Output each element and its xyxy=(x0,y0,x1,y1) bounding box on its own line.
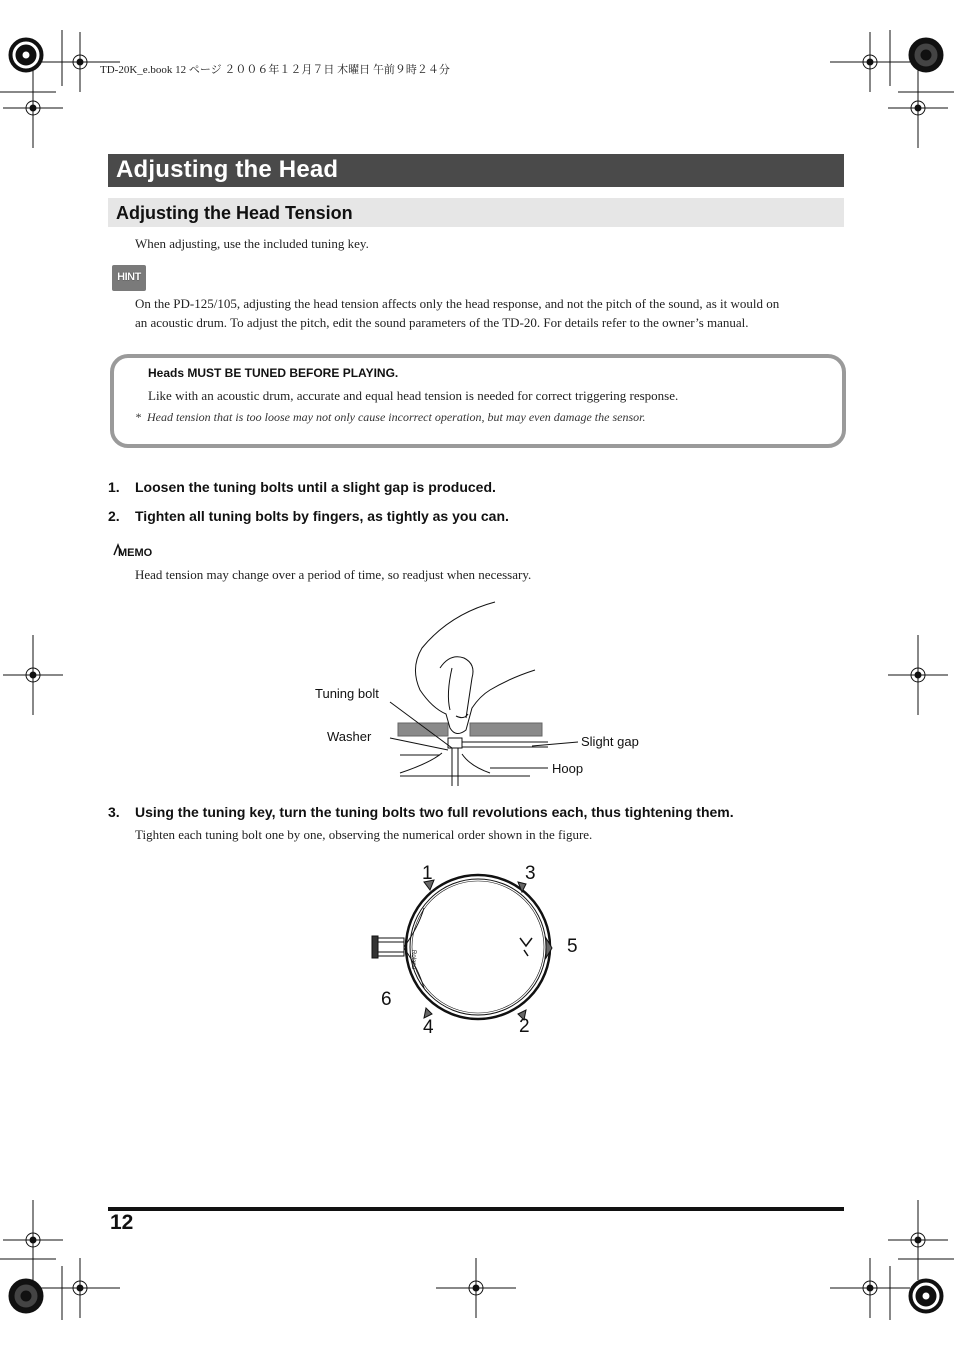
intro-text: When adjusting, use the included tuning key. xyxy=(135,236,369,251)
order-label-5: 5 xyxy=(567,936,578,957)
memo-text: Head tension may change over a period of time, so readjust when necessary. xyxy=(135,567,532,582)
order-label-1: 1 xyxy=(422,863,433,884)
memo-icon xyxy=(110,541,158,561)
warning-title: Heads MUST BE TUNED BEFORE PLAYING. xyxy=(148,366,399,380)
note-text: Head tension that is too loose may not only cause incorrect operation, but may even damage the sensor. xyxy=(147,410,646,424)
order-label-6: 6 xyxy=(381,989,392,1010)
pad-brand-logo: Roland xyxy=(410,950,416,970)
step-3-note: Tighten each tuning bolt one by one, observing the numerical order shown in the figure. xyxy=(135,827,593,842)
step-3-text: Using the tuning key, turn the tuning bolts two full revolutions each, thus tightening them. xyxy=(135,804,734,820)
note-marker: * xyxy=(135,410,141,424)
footer-rule xyxy=(108,1207,844,1211)
label-washer: Washer xyxy=(327,729,372,744)
section-title: Adjusting the Head Tension xyxy=(116,203,353,223)
warning-note xyxy=(135,410,645,425)
order-label-3: 3 xyxy=(525,863,536,884)
step-2-number: 2. xyxy=(108,508,120,524)
step-2-text: Tighten all tuning bolts by fingers, as tightly as you can. xyxy=(135,508,509,524)
label-slight-gap: Slight gap xyxy=(581,734,639,749)
page-number: 12 xyxy=(110,1211,134,1234)
svg-text:MEMO: MEMO xyxy=(118,547,153,559)
hint-icon: HINT xyxy=(112,265,146,291)
step-1-text: Loosen the tuning bolts until a slight gap is produced. xyxy=(135,479,496,495)
warning-body: Like with an acoustic drum, accurate and equal head tension is needed for correct triggering response. xyxy=(148,388,679,403)
step-3-number: 3. xyxy=(108,804,120,820)
hint-line-1: On the PD-125/105, adjusting the head tension affects only the head response, and not the pitch of the sound, as it would on xyxy=(135,296,780,311)
figure1-leader-lines xyxy=(380,690,590,780)
label-tuning-bolt: Tuning bolt xyxy=(315,686,379,701)
label-hoop: Hoop xyxy=(552,761,584,776)
order-label-4: 4 xyxy=(423,1017,434,1038)
print-header: TD-20K_e.book 12 ページ ２００６年１２月７日 木曜日 午前９時２４分 xyxy=(100,64,450,76)
step-1-number: 1. xyxy=(108,479,120,495)
drum-pad-illustration xyxy=(368,868,568,1028)
hint-line-2: an acoustic drum. To adjust the pitch, edit the sound parameters of the TD-20. For details refer to the owner’s manual. xyxy=(135,315,749,330)
order-label-2: 2 xyxy=(519,1016,530,1037)
page-title: Adjusting the Head xyxy=(116,156,339,183)
